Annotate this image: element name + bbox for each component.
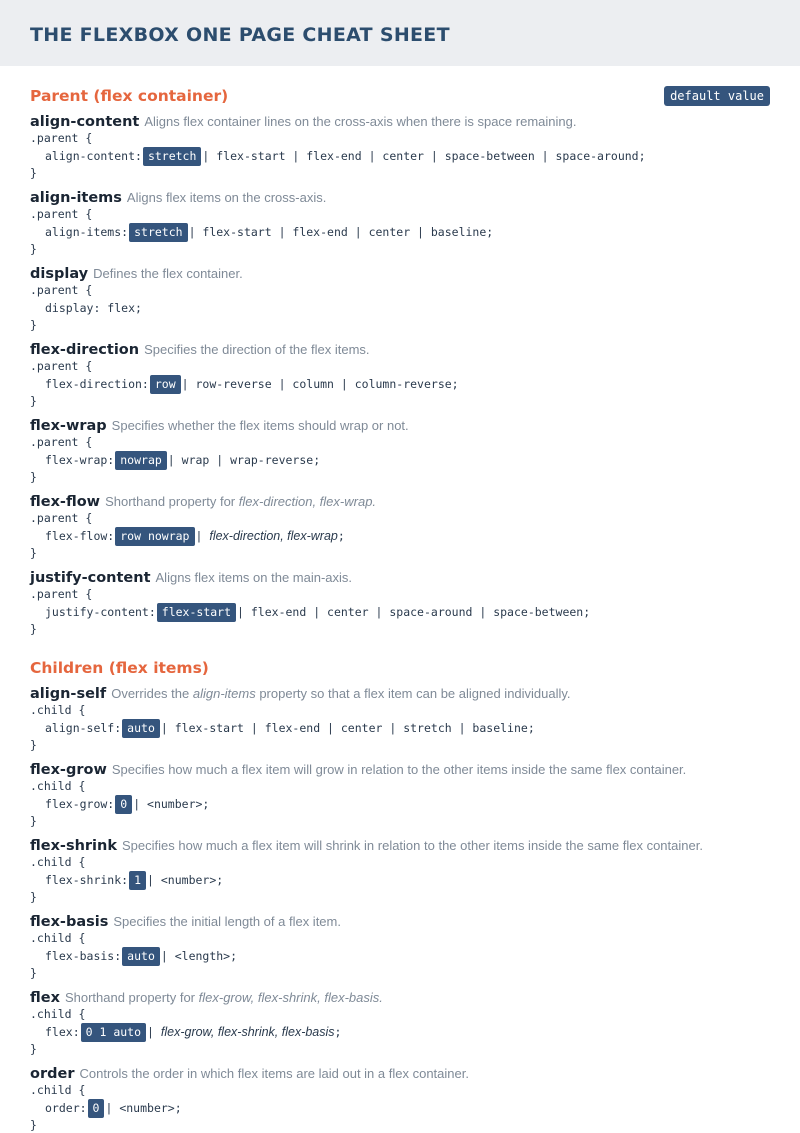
- property-name: justify-content: [30, 570, 151, 586]
- code-values: |: [195, 529, 210, 543]
- property-heading: [30, 761, 770, 779]
- code-snippet: [30, 1083, 770, 1133]
- page-title: THE FLEXBOX ONE PAGE CHEAT SHEET: [30, 24, 450, 46]
- code-close-brace: }: [30, 470, 37, 484]
- children-section-title: Children (flex items): [30, 659, 209, 677]
- default-value-legend: default value: [664, 86, 770, 106]
- children-property-list: [30, 685, 770, 1133]
- code-property: display: flex;: [45, 301, 142, 315]
- code-declaration: [30, 526, 770, 546]
- code-declaration: [30, 870, 770, 890]
- code-declaration: [30, 1098, 770, 1118]
- code-values: | <length>;: [160, 949, 238, 963]
- code-values: ;: [334, 1025, 342, 1039]
- code-close-brace: }: [30, 814, 37, 828]
- property-block-flex-shrink: [30, 837, 770, 905]
- property-name: flex-shrink: [30, 838, 117, 854]
- code-close-brace: }: [30, 738, 37, 752]
- code-property: justify-content:: [45, 605, 156, 619]
- default-value-badge: stretch: [129, 223, 187, 242]
- property-heading: [30, 837, 770, 855]
- property-heading: [30, 417, 770, 435]
- code-declaration: [30, 374, 770, 394]
- code-property: flex-basis:: [45, 949, 122, 963]
- code-declaration: [30, 450, 770, 470]
- code-values: | wrap | wrap-reverse;: [167, 453, 321, 467]
- code-declaration: [30, 146, 770, 166]
- property-block-order: [30, 1065, 770, 1133]
- code-property: align-content:: [45, 149, 142, 163]
- property-block-flex-direction: [30, 341, 770, 409]
- default-value-badge: 1: [129, 871, 146, 890]
- property-name: align-content: [30, 114, 140, 130]
- property-description: Aligns flex container lines on the cross-axis when there is space remaining.: [144, 114, 577, 129]
- code-declaration: [30, 298, 770, 318]
- property-block-flex: [30, 989, 770, 1057]
- description-text: Shorthand property for: [64, 990, 199, 1005]
- code-declaration: [30, 1022, 770, 1042]
- default-value-badge: 0: [88, 1099, 105, 1118]
- cheat-sheet-content: [0, 66, 800, 1133]
- property-block-justify-content: [30, 569, 770, 637]
- code-selector: .parent {: [30, 587, 93, 601]
- code-values: | <number>;: [105, 1101, 182, 1115]
- description-text: Overrides the: [111, 686, 193, 701]
- code-values: ;: [337, 529, 345, 543]
- default-value-badge: auto: [122, 947, 160, 966]
- code-property: flex:: [45, 1025, 80, 1039]
- code-close-brace: }: [30, 890, 37, 904]
- code-values: |: [147, 1025, 161, 1039]
- code-snippet: [30, 855, 770, 905]
- code-close-brace: }: [30, 622, 37, 636]
- code-declaration: [30, 794, 770, 814]
- property-description: Specifies how much a flex item will shrink in relation to the other items inside the same flex container.: [122, 838, 703, 853]
- code-property: flex-direction:: [45, 377, 149, 391]
- code-snippet: [30, 1007, 770, 1057]
- code-selector: .child {: [30, 779, 86, 793]
- code-close-brace: }: [30, 1042, 37, 1056]
- code-property: flex-grow:: [45, 797, 115, 811]
- property-description: [65, 990, 383, 1005]
- code-declaration: [30, 946, 770, 966]
- code-snippet: [30, 131, 770, 181]
- property-name: align-self: [30, 686, 107, 702]
- property-name: flex-basis: [30, 914, 109, 930]
- property-block-flex-grow: [30, 761, 770, 829]
- code-selector: .parent {: [30, 207, 93, 221]
- property-description: [105, 494, 376, 509]
- code-declaration: [30, 222, 770, 242]
- property-heading: [30, 265, 770, 283]
- code-values: | flex-start | flex-end | center | baseline;: [188, 225, 494, 239]
- property-block-flex-wrap: [30, 417, 770, 485]
- code-selector: .child {: [30, 703, 86, 717]
- description-italic: flex-grow, flex-shrink, flex-basis.: [198, 990, 383, 1005]
- code-snippet: [30, 511, 770, 561]
- default-value-badge: auto: [122, 719, 160, 738]
- default-value-badge: 0: [115, 795, 132, 814]
- code-property: flex-flow:: [45, 529, 115, 543]
- property-description: Specifies how much a flex item will grow in relation to the other items inside the same flex container.: [111, 762, 687, 777]
- description-text: Shorthand property for: [105, 494, 239, 509]
- property-heading: [30, 113, 770, 131]
- code-snippet: [30, 779, 770, 829]
- property-name: flex-grow: [30, 762, 107, 778]
- property-name: display: [30, 266, 89, 282]
- code-declaration: [30, 718, 770, 738]
- property-name: flex-flow: [30, 494, 101, 510]
- property-heading: [30, 685, 770, 703]
- property-description: [111, 686, 570, 701]
- code-snippet: [30, 283, 770, 333]
- property-name: flex: [30, 990, 60, 1006]
- property-heading: [30, 1065, 770, 1083]
- property-name: flex-wrap: [30, 418, 107, 434]
- code-property: align-items:: [45, 225, 129, 239]
- code-close-brace: }: [30, 394, 37, 408]
- code-close-brace: }: [30, 166, 37, 180]
- code-selector: .child {: [30, 1007, 86, 1021]
- property-description: Defines the flex container.: [93, 266, 243, 281]
- code-close-brace: }: [30, 318, 37, 332]
- property-block-flex-basis: [30, 913, 770, 981]
- code-selector: .child {: [30, 1083, 86, 1097]
- code-close-brace: }: [30, 546, 37, 560]
- property-description: Controls the order in which flex items are laid out in a flex container.: [79, 1066, 469, 1081]
- code-values-italic: flex-direction, flex-wrap: [209, 529, 338, 543]
- property-heading: [30, 913, 770, 931]
- description-text: property so that a flex item can be aligned individually.: [255, 686, 571, 701]
- code-values: | flex-start | flex-end | center | stretch | baseline;: [160, 721, 535, 735]
- code-snippet: [30, 703, 770, 753]
- parent-section-title: Parent (flex container): [30, 87, 229, 105]
- default-value-badge: row nowrap: [115, 527, 194, 546]
- code-selector: .child {: [30, 855, 86, 869]
- code-declaration: [30, 602, 770, 622]
- code-values: | <number>;: [133, 797, 210, 811]
- code-snippet: [30, 359, 770, 409]
- default-value-badge: stretch: [143, 147, 201, 166]
- property-name: align-items: [30, 190, 122, 206]
- code-selector: .parent {: [30, 435, 93, 449]
- property-heading: [30, 569, 770, 587]
- description-italic: align-items: [192, 686, 256, 701]
- property-name: order: [30, 1066, 75, 1082]
- code-property: order:: [45, 1101, 87, 1115]
- code-property: flex-wrap:: [45, 453, 115, 467]
- description-italic: flex-direction, flex-wrap.: [238, 494, 377, 509]
- property-description: Aligns flex items on the main-axis.: [155, 570, 353, 585]
- parent-property-list: [30, 113, 770, 637]
- property-block-align-items: [30, 189, 770, 257]
- page-header: [0, 0, 800, 66]
- code-close-brace: }: [30, 1118, 37, 1132]
- code-selector: .child {: [30, 931, 86, 945]
- property-description: Specifies the direction of the flex items.: [144, 342, 370, 357]
- code-values: | <number>;: [147, 873, 224, 887]
- property-block-display: [30, 265, 770, 333]
- property-heading: [30, 341, 770, 359]
- code-selector: .parent {: [30, 511, 93, 525]
- code-selector: .parent {: [30, 283, 93, 297]
- code-values: | flex-start | flex-end | center | space-between | space-around;: [202, 149, 646, 163]
- code-property: align-self:: [45, 721, 122, 735]
- code-close-brace: }: [30, 966, 37, 980]
- default-value-badge: flex-start: [157, 603, 236, 622]
- code-property: flex-shrink:: [45, 873, 129, 887]
- property-description: Specifies the initial length of a flex item.: [113, 914, 341, 929]
- property-block-flex-flow: [30, 493, 770, 561]
- code-values-italic: flex-grow, flex-shrink, flex-basis: [160, 1025, 335, 1039]
- property-heading: [30, 493, 770, 511]
- default-value-badge: row: [150, 375, 181, 394]
- property-heading: [30, 189, 770, 207]
- property-description: Specifies whether the flex items should wrap or not.: [111, 418, 409, 433]
- property-description: Aligns flex items on the cross-axis.: [126, 190, 327, 205]
- code-snippet: [30, 435, 770, 485]
- code-selector: .parent {: [30, 131, 93, 145]
- property-block-align-self: [30, 685, 770, 753]
- property-heading: [30, 989, 770, 1007]
- default-value-badge: nowrap: [115, 451, 167, 470]
- code-close-brace: }: [30, 242, 37, 256]
- code-snippet: [30, 587, 770, 637]
- code-values: | flex-end | center | space-around | space-between;: [237, 605, 591, 619]
- code-snippet: [30, 931, 770, 981]
- code-selector: .parent {: [30, 359, 93, 373]
- code-values: | row-reverse | column | column-reverse;: [181, 377, 459, 391]
- code-snippet: [30, 207, 770, 257]
- default-value-badge: 0 1 auto: [81, 1023, 146, 1042]
- property-name: flex-direction: [30, 342, 140, 358]
- property-block-align-content: [30, 113, 770, 181]
